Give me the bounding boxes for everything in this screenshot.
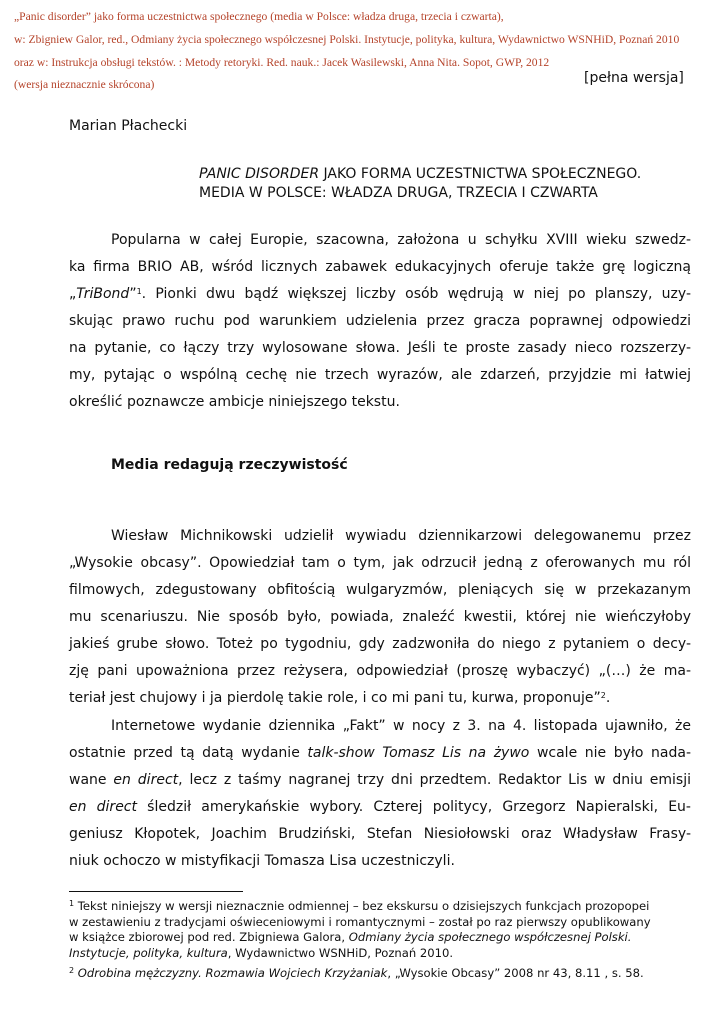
footnote-ref-2: 2 [600,691,606,700]
paragraph-intro [69,227,691,416]
text-line: jakieś grube słowo. Toteż po tygodniu, gdy zadzwoniła do niego z pytaniem o decy- [69,636,691,652]
text-line: „TriBond”$^1$. Pionki dwu bądź większej liczby osób wędrują w niej po planszy, uzy- [69,286,691,302]
title-italic: PANIC DISORDER [199,166,320,182]
text-line: wane en direct, lecz z taśmy nagranej trzy dni przedtem. Redaktor Lis w dniu emisji [69,772,692,788]
citation-line-1: „Panic disorder” jako forma uczestnictwa społecznego (media w Polsce: władza druga, trzecia i czwarta), [14,10,504,23]
title-line-2: MEDIA W POLSCE: WŁADZA DRUGA, TRZECIA I CZWARTA [199,185,598,201]
text-line: my, pytając o wspólną cechę nie trzech wyrazów, ale zdarzeń, przyjdzie mi łatwiej [69,367,691,383]
title-line-1: PANIC DISORDER JAKO FORMA UCZESTNICTWA SPOŁECZNEGO. [199,166,642,182]
text-line: geniusz Kłopotek, Joachim Brudziński, Stefan Niesiołowski oraz Władysław Frasy- [69,826,691,842]
footnote-number: 1 [69,899,75,908]
text-line: określić poznawcze ambicje niniejszego tekstu. [69,394,400,410]
footnote-number: 2 [69,966,75,975]
footnote-1: $^1$ Tekst niniejszy w wersji nieznacznie odmiennej – bez ekskursu o dzisiejszych funkcjach prozopopei w zestawieniu z tradycjami oświeceniowymi i romantycznymi – został po raz pierwszy opublikowany w książce zbiorowej pod red. Zbigniewa Galora, Odmiany życia społecznego współczesnej Polski. Instytucje, polityka, kultura, Wydawnictwo WSNHiD, Poznań 2010. [69,899,651,960]
text-line: ostatnie przed tą datą wydanie talk-show Tomasz Lis na żywo wcale nie było nada- [69,745,692,761]
text-line: Wiesław Michnikowski udzielił wywiadu dziennikarzowi delegowanemu przez [111,528,691,544]
text-line: „Wysokie obcasy”. Opowiedział tam o tym, jak odrzucił jedną z oferowanych mu ról [69,555,691,571]
text-line: teriał jest chujowy i ja pierdolę takie role, i co mi pani tu, kurwa, proponuje”$^2$. [69,690,611,706]
citation-line-4: (wersja nieznacznie skrócona) [14,78,155,91]
section-heading: Media redagują rzeczywistość [111,457,348,473]
text-line: ka firma BRIO AB, wśród licznych zabawek edukacyjnych oferuje także grę logiczną [69,259,691,275]
text-line: Popularna w całej Europie, szacowna, założona u schyłku XVIII wieku szwedz- [111,232,691,248]
text-line: na pytanie, co łączy trzy wylosowane słowa. Jeśli te proste zasady nieco rozszerzy- [69,340,691,356]
tribond-name: TriBond [76,286,130,302]
text-line: zję pani upoważniona przez reżysera, odpowiedział (proszę wybaczyć) „(…) że ma- [69,663,691,679]
footnote-ref-1: 1 [136,287,142,296]
citation-line-3: oraz w: Instrukcja obsługi tekstów. : Metody retoryki. Red. nauk.: Jacek Wasilewski, Anna Nita. Sopot, GWP, 2012 [14,56,550,69]
text-line: mu scenariuszu. Nie sposób było, powiada, znaleźć kwestii, której nie wieńczyłoby [69,609,691,625]
text-line: niuk ochoczo w mistyfikacji Tomasza Lisa uczestniczyli. [69,853,455,869]
footnote-2: $^2$ Odrobina mężczyzny. Rozmawia Wojciech Krzyżaniak, „Wysokie Obcasy” 2008 nr 43, 8.11 , s. 58. [69,966,644,980]
version-label: [pełna wersja] [584,70,684,86]
citation-line-2: w: Zbigniew Galor, red., Odmiany życia społecznego współczesnej Polski. Instytucje, polityka, kultura, Wydawnictwo WSNHiD, Poznań 2010 [14,33,680,46]
text-line: filmowych, zdegustowany obfitością wulgaryzmów, pleniących się w przekazanym [69,582,691,598]
paragraph-michnikowski [69,523,691,712]
article-title [199,165,641,203]
text-line: en direct śledził amerykańskie wybory. Czterej politycy, Grzegorz Napieralski, Eu- [69,799,691,815]
text-line: Internetowe wydanie dziennika „Fakt” w nocy z 3. na 4. listopada ujawniło, że [111,718,691,734]
footnote-divider [69,891,243,892]
author-name: Marian Płachecki [69,118,188,134]
paragraph-fakt [69,713,691,875]
text-line: skując prawo ruchu pod warunkiem udzielenia przez gracza poprawnej odpowiedzi [69,313,691,329]
